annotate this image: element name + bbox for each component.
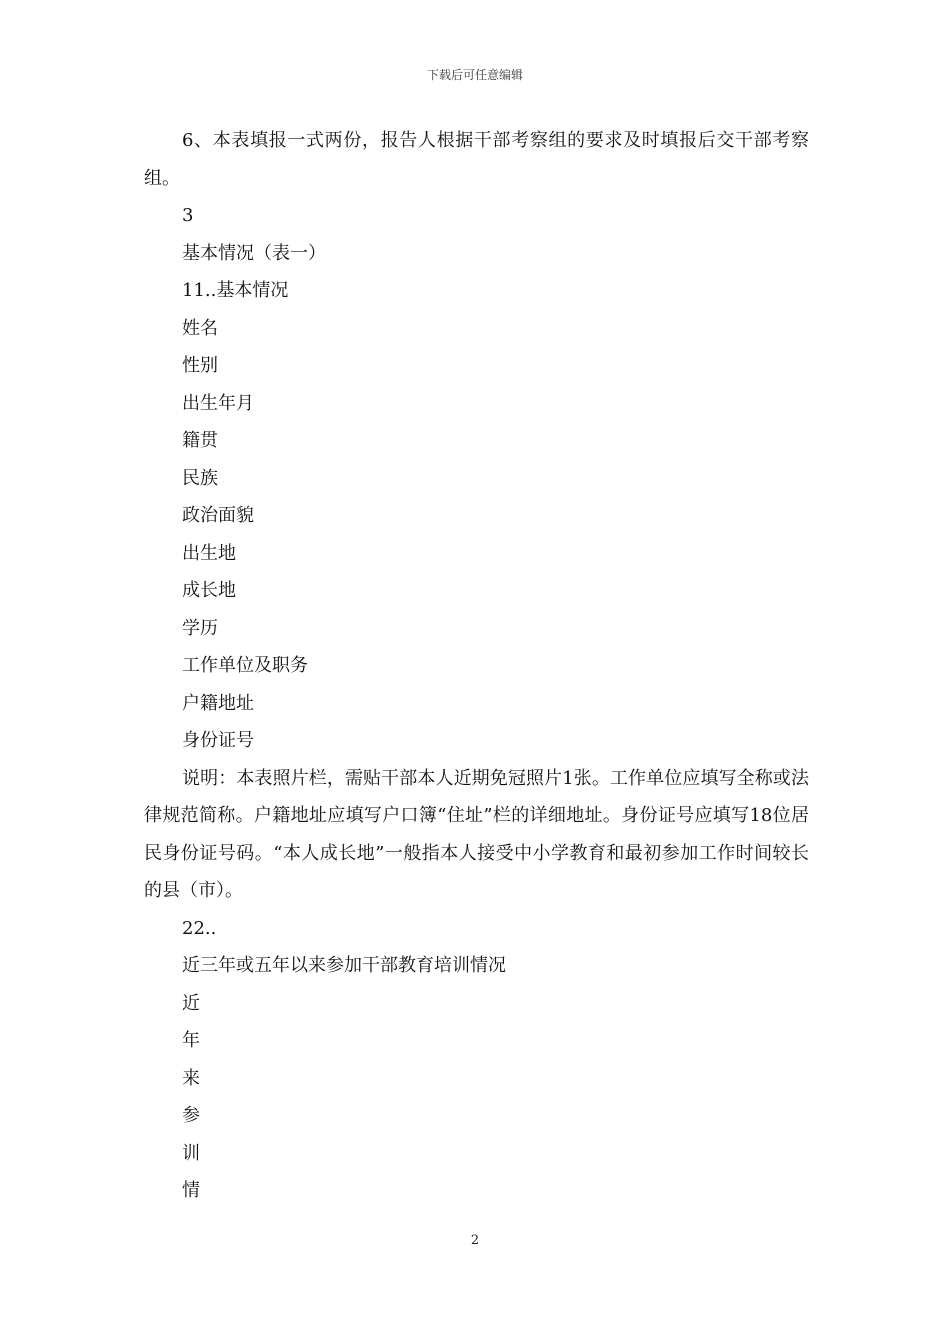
vertical-label-char: 参: [182, 1105, 200, 1126]
form-note: 说明：本表照片栏，需贴干部本人近期免冠照片1张。工作单位应填写全称或法律规范简称。户籍地址应填写户口簿“住址”栏的详细地址。身份证号应填写18位居民身份证号码。“本人成长地”一般指本人接受中小学教育和最初参加工作时间较长的县（市）。: [144, 767, 809, 901]
field-label-native-place: 籍贯: [182, 430, 218, 451]
field-label-political-status: 政治面貌: [182, 505, 254, 526]
page-header: 下载后可任意编辑: [426, 68, 523, 82]
field-label-birthplace: 出生地: [182, 542, 236, 564]
page-number: 2: [470, 1233, 480, 1248]
field-label-household-address: 户籍地址: [182, 692, 254, 714]
field-label-name: 姓名: [182, 317, 218, 339]
section-2-number: 22..: [182, 917, 217, 939]
vertical-label-char: 近: [182, 992, 200, 1014]
field-label-education: 学历: [182, 617, 218, 639]
field-label-id-number: 身份证号: [182, 730, 254, 751]
instruction-item-6: 6、本表填报一式两份，报告人根据干部考察组的要求及时填报后交干部考察组。: [144, 130, 809, 189]
document-body: [144, 122, 809, 1210]
vertical-label-char: 训: [182, 1142, 200, 1164]
vertical-label-char: 年: [182, 1030, 200, 1051]
field-label-employer-position: 工作单位及职务: [182, 655, 308, 676]
section-2-title: 近三年或五年以来参加干部教育培训情况: [182, 955, 506, 976]
section-1-title: 11..基本情况: [182, 280, 289, 301]
table-title: 基本情况（表一）: [182, 242, 326, 264]
inline-page-number: 3: [182, 205, 194, 226]
vertical-label-char: 情: [182, 1180, 200, 1201]
field-label-ethnicity: 民族: [182, 467, 218, 489]
vertical-label-char: 来: [182, 1067, 200, 1089]
field-label-hometown: 成长地: [182, 580, 236, 601]
field-label-birth-date: 出生年月: [182, 392, 254, 414]
field-label-gender: 性别: [182, 355, 218, 376]
